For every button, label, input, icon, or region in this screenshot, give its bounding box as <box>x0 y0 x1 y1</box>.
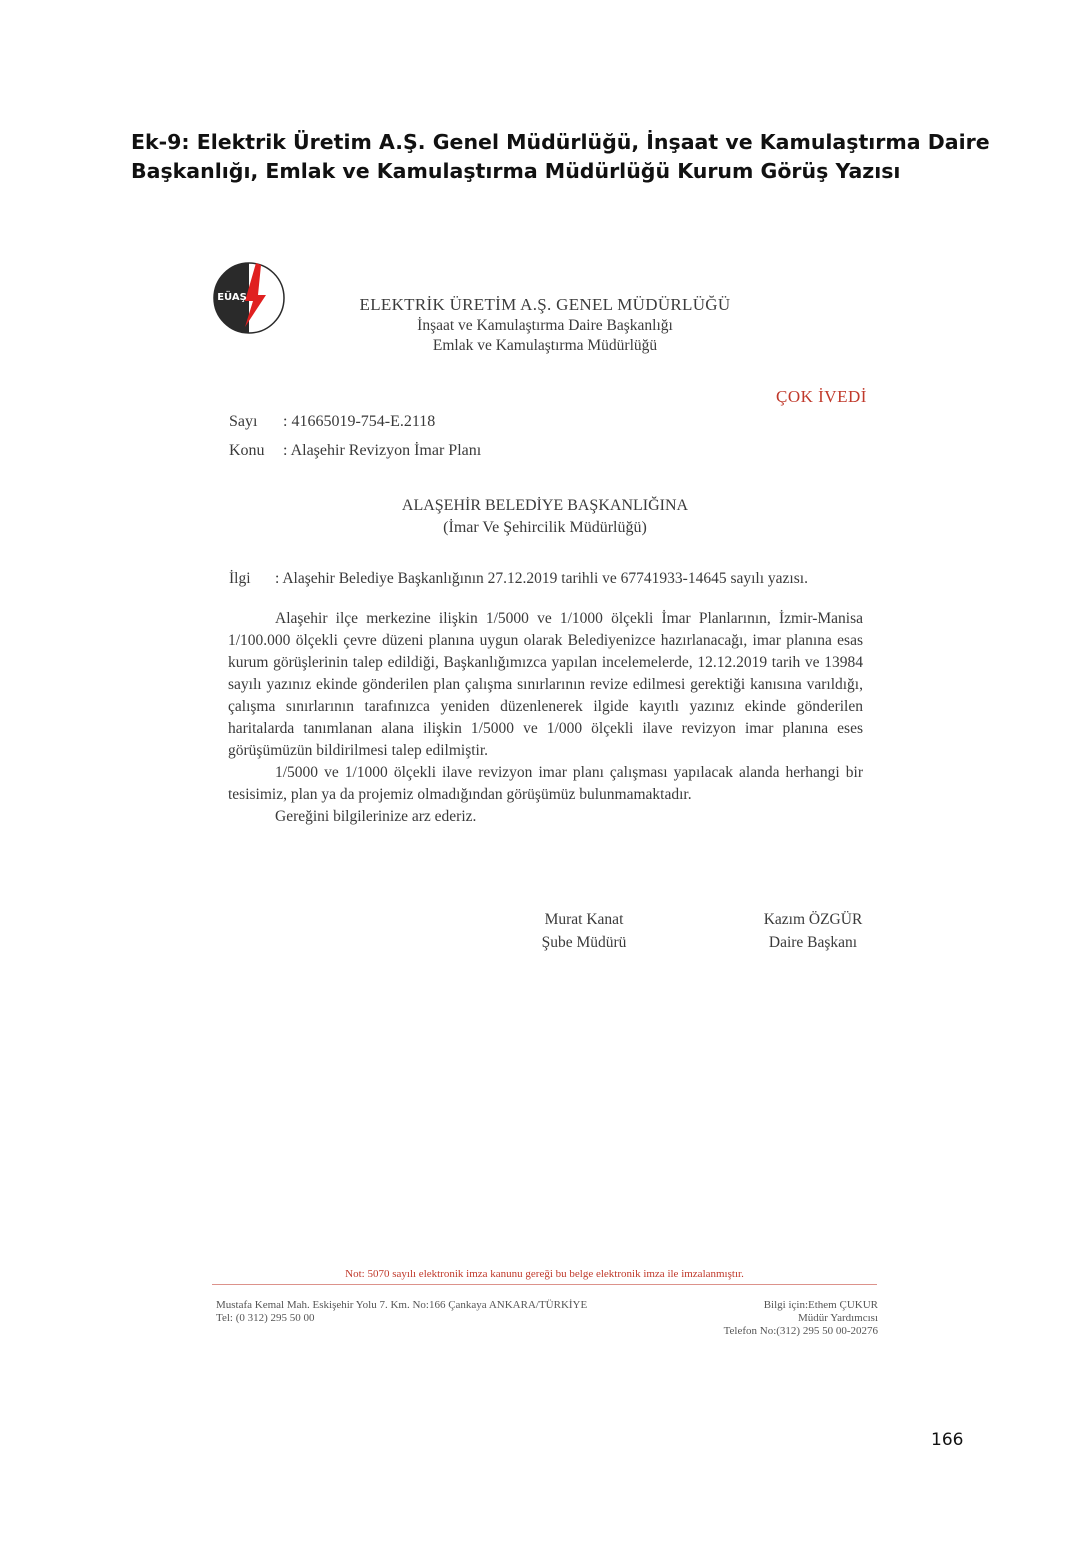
footer-address-block <box>216 1299 587 1325</box>
body-paragraph-1: Alaşehir ilçe merkezine ilişkin 1/5000 ve 1/1000 ölçekli İmar Planlarının, İzmir-Manisa 1/100.000 ölçekli çevre düzeni planına uygun olarak Belediyenizce hazırlanacağı, imar planına esas kurum görüşlerinin talep edildiği, Başkanlığımızca yapılan incelemelerde, 12.12.2019 tarih ve 13984 sayılı yazınız ekinde gönderilen plan çalışma sınırlarının revize edilmesi gerektiği kanısına varıldığı, çalışma sınırlarının tarafınızca yeniden düzenlenerek ilgide kayıtlı yazınız ekinde gönderilen haritalarda tanımlanan alana ilişkin 1/5000 ve 1/000 ölçekli ilave revizyon imar planına eses görüşümüzün bildirilmesi talep edilmiştir. <box>228 610 863 759</box>
reference-row <box>229 570 808 588</box>
footer-address: Mustafa Kemal Mah. Eskişehir Yolu 7. Km. No:166 Çankaya ANKARA/TÜRKİYE <box>216 1299 588 1311</box>
body-paragraph-2: 1/5000 ve 1/1000 ölçekli ilave revizyon imar planı çalışması yapılacak alanda herhangi bir tesisimiz, plan ya da projemiz olmadığından görüşümüz bulunmamaktadır. <box>228 764 863 803</box>
signatory-2 <box>748 908 878 954</box>
reference-value: : Alaşehir Belediye Başkanlığının 27.12.2019 tarihli ve 67741933-14645 sayılı yazısı. <box>275 570 808 587</box>
addressee-name: ALAŞEHİR BELEDİYE BAŞKANLIĞINA <box>401 497 689 514</box>
page-number: 166 <box>931 1430 964 1450</box>
footer-divider <box>212 1284 877 1285</box>
body-paragraph-3: Gereğini bilgilerinize arz ederiz. <box>275 808 477 825</box>
letterhead-department: İnşaat ve Kamulaştırma Daire Başkanlığı <box>417 317 673 334</box>
letterhead-unit: Emlak ve Kamulaştırma Müdürlüğü <box>432 337 658 354</box>
letter-body <box>228 608 863 828</box>
signatory-name: Kazım ÖZGÜR <box>763 911 863 928</box>
footer-contact-phone: Telefon No:(312) 295 50 00-20276 <box>723 1325 878 1337</box>
addressee <box>320 495 770 539</box>
konu-label: Konu <box>229 442 265 459</box>
signatory-title: Şube Müdürü <box>541 934 627 951</box>
letterhead-org: ELEKTRİK ÜRETİM A.Ş. GENEL MÜDÜRLÜĞÜ <box>359 295 731 314</box>
footer-phone: Tel: (0 312) 295 50 00 <box>216 1312 315 1324</box>
footer-contact-block <box>660 1299 878 1338</box>
euas-logo <box>212 261 286 335</box>
signatory-name: Murat Kanat <box>544 911 624 928</box>
page-heading-line2: Başkanlığı, Emlak ve Kamulaştırma Müdürlüğü Kurum Görüş Yazısı <box>131 159 901 183</box>
page-heading-line1: Ek-9: Elektrik Üretim A.Ş. Genel Müdürlüğü, İnşaat ve Kamulaştırma Daire <box>131 130 990 154</box>
sayi-value: : 41665019-754-E.2118 <box>283 413 436 430</box>
signatory-1 <box>525 908 643 954</box>
footer-contact-title: Müdür Yardımcısı <box>797 1312 878 1324</box>
footer-contact-name: Bilgi için:Ethem ÇUKUR <box>763 1299 878 1311</box>
page-heading <box>131 128 991 186</box>
sayi-row <box>229 412 435 432</box>
logo-text: EÜAŞ <box>217 292 247 303</box>
letterhead <box>320 294 770 356</box>
konu-value: : Alaşehir Revizyon İmar Planı <box>283 442 482 459</box>
sayi-label: Sayı <box>229 413 258 430</box>
addressee-unit: (İmar Ve Şehircilik Müdürlüğü) <box>443 519 647 536</box>
signatory-title: Daire Başkanı <box>768 934 858 951</box>
reference-label: İlgi <box>229 570 251 587</box>
konu-row <box>229 441 481 461</box>
e-signature-note: Not: 5070 sayılı elektronik imza kanunu gereği bu belge elektronik imza ile imzalanmıştır. <box>345 1268 744 1280</box>
urgency-label: ÇOK İVEDİ <box>776 387 867 406</box>
